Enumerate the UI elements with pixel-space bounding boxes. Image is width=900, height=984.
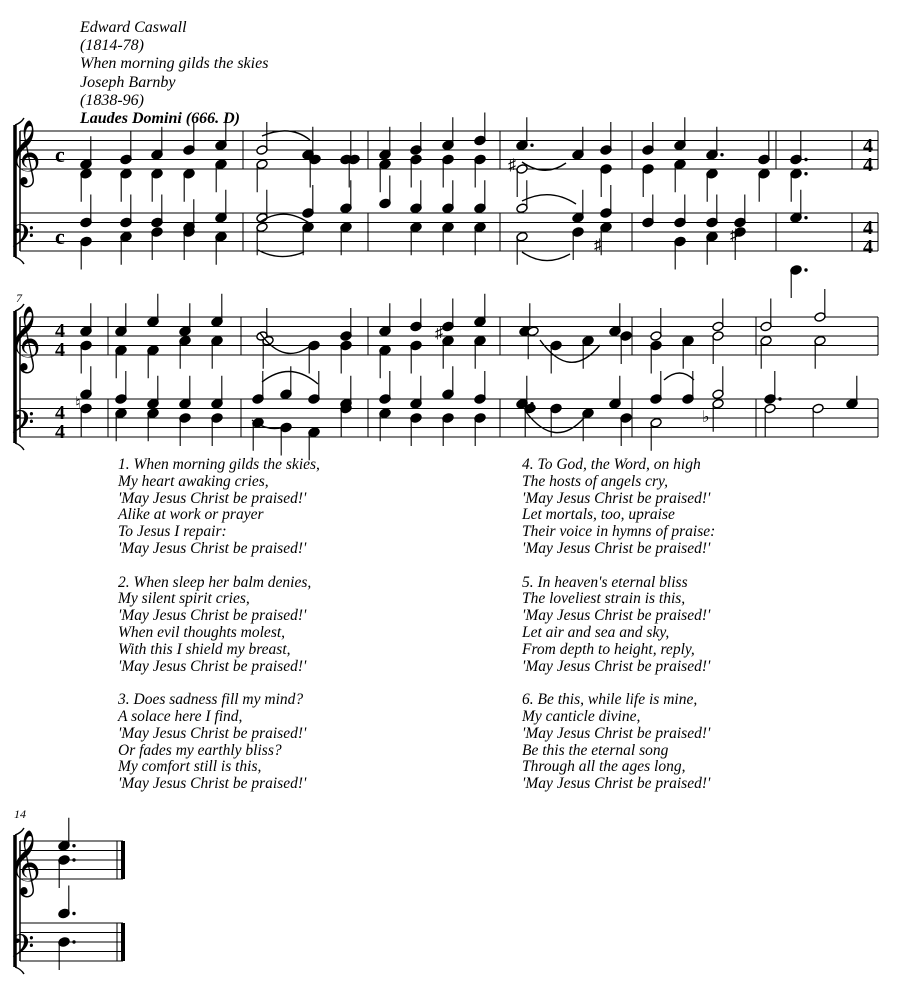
tune-name: Laudes Domini (666. D) [80, 110, 240, 128]
verse-line: 'May Jesus Christ be praised!' [118, 775, 307, 793]
verse-line: 'May Jesus Christ be praised!' [118, 539, 307, 557]
measure-number: 7 [16, 291, 22, 305]
bass-clef-icon: 𝄢 [10, 928, 35, 972]
verse-line: 'May Jesus Christ be praised!' [522, 489, 711, 507]
note-dot [804, 216, 807, 219]
note-dot [778, 397, 781, 400]
sharp-icon: ♯ [594, 237, 602, 254]
verse-line: My canticle divine, [522, 707, 641, 725]
verse-line: 'May Jesus Christ be praised!' [522, 724, 711, 742]
note-dot [804, 158, 807, 161]
note-dot [72, 858, 75, 861]
verse-line: Alike at work or prayer [118, 506, 264, 524]
author-dates: (1814-78) [80, 37, 144, 55]
time-signature-num: 4 [55, 402, 65, 424]
verse-line: A solace here I find, [118, 707, 243, 725]
time-signature-common: c [55, 142, 65, 167]
bass-clef-icon: 𝄢 [10, 404, 35, 448]
verse-line: 'May Jesus Christ be praised!' [118, 607, 307, 625]
verse-line: To Jesus I repair: [118, 523, 227, 541]
time-signature-num: 4 [55, 320, 65, 342]
composer-name: Joseph Barnby [80, 73, 176, 91]
verse-2 [118, 575, 320, 676]
verse-line: 5. In heaven's eternal bliss [522, 573, 688, 591]
time-signature-den: 4 [55, 421, 65, 443]
verse-1 [118, 457, 320, 558]
time-signature-common: c [55, 224, 65, 249]
verse-line: When evil thoughts molest, [118, 623, 286, 641]
verse-3 [118, 692, 320, 793]
sharp-icon: ♯ [508, 157, 516, 174]
verse-line: 'May Jesus Christ be praised!' [118, 657, 307, 675]
verses-left-column [118, 457, 320, 810]
verse-line: My heart awaking cries, [118, 472, 269, 490]
verse-line: Let air and sea and sky, [522, 623, 670, 641]
verse-4 [522, 457, 715, 558]
note-dot [530, 144, 533, 147]
verse-line: 1. When morning gilds the skies, [118, 456, 320, 473]
verse-line: The loveliest strain is this, [522, 590, 686, 608]
verse-line: 4. To God, the Word, on high [522, 456, 701, 473]
note-dot [72, 912, 75, 915]
verse-line: 2. When sleep her balm denies, [118, 573, 312, 591]
hymn-first-line: When morning gilds the skies [80, 55, 269, 73]
verse-line: 'May Jesus Christ be praised!' [522, 775, 711, 793]
verse-5 [522, 575, 715, 676]
note-dot [72, 844, 75, 847]
verse-line: My comfort still is this, [118, 758, 262, 776]
verse-6 [522, 692, 715, 793]
verse-line: 'May Jesus Christ be praised!' [522, 607, 711, 625]
time-signature-num: 4 [863, 135, 873, 157]
time-signature-den: 4 [863, 154, 873, 176]
author-name: Edward Caswall [80, 19, 187, 36]
verse-line: From depth to height, reply, [522, 640, 695, 658]
treble-clef-icon: 𝄞 [8, 306, 42, 371]
verse-line: Through all the ages long, [522, 758, 686, 776]
verse-line: The hosts of angels cry, [522, 472, 668, 490]
verse-line: My silent spirit cries, [118, 590, 250, 608]
verse-line: Let mortals, too, upraise [522, 506, 675, 524]
verse-line: 'May Jesus Christ be praised!' [118, 489, 307, 507]
note-dot [72, 940, 75, 943]
verse-line: 3. Does sadness fill my mind? [118, 691, 304, 709]
verse-line: 'May Jesus Christ be praised!' [522, 539, 711, 557]
verse-line: 'May Jesus Christ be praised!' [118, 724, 307, 742]
note-dot [720, 153, 723, 156]
time-signature-den: 4 [55, 339, 65, 361]
verse-line: Or fades my earthly bliss? [118, 741, 282, 759]
flat-icon: ♭ [702, 409, 710, 426]
verse-line: Be this the eternal song [522, 741, 669, 759]
treble-clef-icon: 𝄞 [8, 120, 42, 185]
measure-number: 14 [14, 807, 26, 821]
verse-line: Their voice in hymns of praise: [522, 523, 716, 541]
natural-icon: ♮ [75, 395, 81, 412]
time-signature-den: 4 [863, 236, 873, 258]
verse-line: 6. Be this, while life is mine, [522, 691, 698, 709]
verse-line: 'May Jesus Christ be praised!' [522, 657, 711, 675]
sharp-icon: ♯ [435, 325, 443, 342]
verse-line: With this I shield my breast, [118, 640, 291, 658]
note-dot [804, 268, 807, 271]
bass-clef-icon: 𝄢 [10, 218, 35, 262]
treble-clef-icon: 𝄞 [8, 830, 42, 895]
composer-dates: (1838-96) [80, 91, 144, 109]
note-dot [804, 172, 807, 175]
time-signature-num: 4 [863, 217, 873, 239]
sharp-icon: ♯ [730, 227, 738, 244]
verses-right-column [522, 457, 715, 810]
